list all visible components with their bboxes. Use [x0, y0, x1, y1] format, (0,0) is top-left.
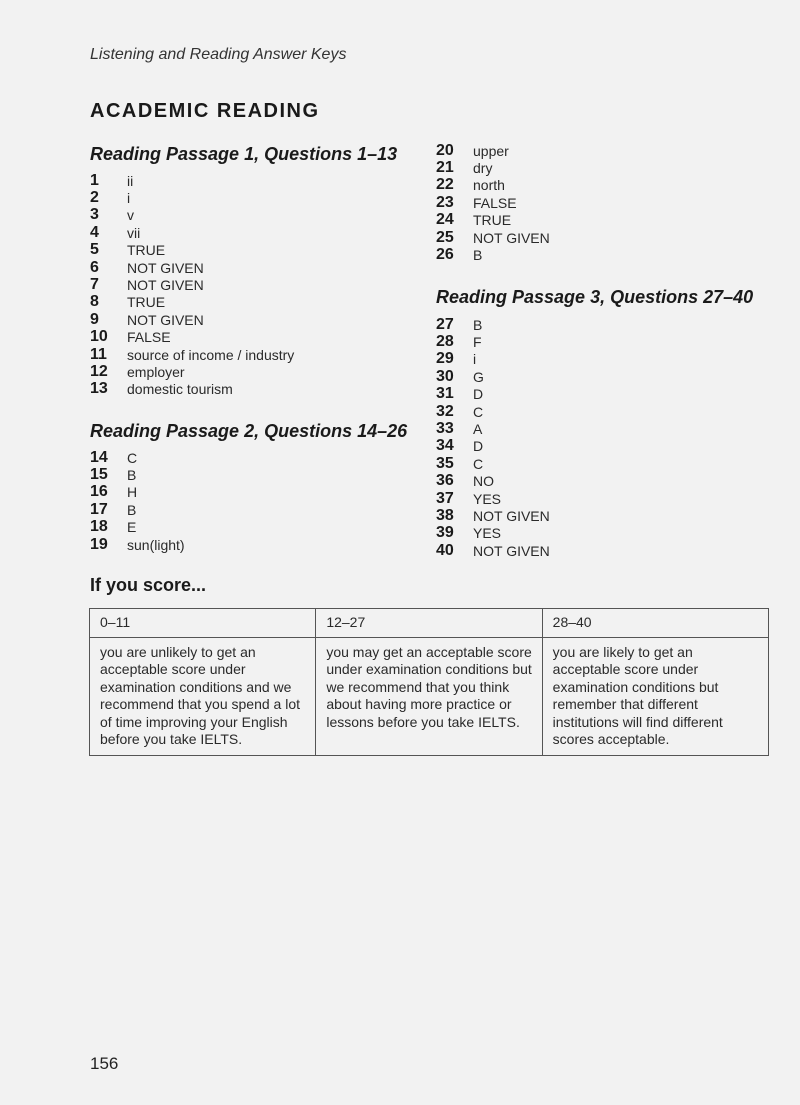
score-advice-cell: you are unlikely to get an acceptable score under examination conditions and we recommend that you spend a lot of time improving your English before you take IELTS. — [90, 637, 316, 755]
question-number: 12 — [90, 363, 108, 380]
score-range-cell: 0–11 — [90, 609, 316, 638]
answer-value: NO — [473, 473, 494, 490]
answer-value: i — [473, 351, 477, 368]
question-number: 38 — [436, 507, 454, 524]
question-number: 14 — [90, 448, 108, 466]
question-number: 25 — [436, 228, 454, 246]
answer-value: vii — [127, 224, 141, 241]
answer-value: E — [127, 519, 137, 536]
answer-value: TRUE — [473, 212, 512, 229]
question-number: 39 — [436, 524, 454, 542]
question-number: 17 — [90, 500, 108, 518]
question-number: 10 — [90, 328, 108, 346]
page-number: 156 — [90, 1054, 119, 1073]
answer-value: C — [127, 449, 138, 466]
answer-row — [436, 542, 550, 559]
answer-row — [436, 368, 550, 385]
answer-row — [90, 449, 185, 466]
answer-row — [436, 333, 550, 350]
answer-row — [90, 311, 294, 328]
answer-row — [436, 159, 550, 176]
answer-row — [90, 484, 185, 501]
question-number: 28 — [436, 333, 454, 351]
answer-value: B — [473, 316, 483, 333]
answer-value: north — [473, 177, 505, 194]
answer-row — [90, 294, 294, 311]
answer-value: v — [127, 207, 134, 224]
answer-value: employer — [127, 363, 185, 380]
passage3-answer-list — [436, 316, 550, 559]
answer-row — [436, 229, 550, 246]
answer-row — [90, 207, 294, 224]
answer-row — [90, 519, 185, 536]
answer-value: domestic tourism — [127, 381, 233, 398]
score-range-cell: 28–40 — [542, 609, 768, 638]
answer-value: C — [473, 455, 484, 472]
question-number: 19 — [90, 535, 108, 553]
question-number: 35 — [436, 454, 454, 472]
answer-value: YES — [473, 525, 502, 542]
answer-row — [90, 536, 185, 553]
question-number: 21 — [436, 159, 454, 177]
answer-row — [90, 189, 294, 206]
answer-row — [436, 490, 550, 507]
question-number: 6 — [90, 258, 99, 276]
answer-row — [436, 246, 550, 263]
question-number: 29 — [436, 350, 454, 368]
score-advice-cell: you may get an acceptable score under examination conditions but we recommend that you think about having more practice or lessons before you take IELTS. — [316, 637, 542, 755]
answer-row — [90, 501, 185, 518]
answer-row — [90, 242, 294, 259]
question-number: 15 — [90, 466, 108, 484]
section-title: ACADEMIC READING — [90, 100, 320, 122]
answer-row — [436, 386, 550, 403]
answer-value: TRUE — [127, 242, 166, 259]
answer-value: A — [473, 421, 483, 438]
answer-row — [436, 212, 550, 229]
question-number: 27 — [436, 315, 454, 333]
question-number: 16 — [90, 483, 108, 501]
passage3-heading: Reading Passage 3, Questions 27–40 — [436, 287, 754, 307]
answer-row — [436, 507, 550, 524]
question-number: 23 — [436, 193, 454, 211]
answer-value: B — [473, 247, 483, 264]
question-number: 3 — [90, 206, 99, 224]
score-table-header-row — [90, 609, 769, 638]
answer-value: NOT GIVEN — [127, 277, 204, 294]
question-number: 36 — [436, 472, 454, 490]
answer-row — [90, 363, 294, 380]
answer-value: G — [473, 368, 484, 385]
answer-row — [436, 525, 550, 542]
answer-value: FALSE — [127, 329, 171, 346]
answer-row — [90, 172, 294, 189]
question-number: 7 — [90, 276, 99, 294]
question-number: 31 — [436, 385, 454, 403]
answer-value: NOT GIVEN — [473, 507, 550, 524]
passage1-heading: Reading Passage 1, Questions 1–13 — [90, 144, 398, 164]
question-number: 40 — [436, 541, 454, 559]
question-number: 32 — [436, 402, 454, 420]
question-number: 5 — [90, 241, 99, 259]
answer-value: YES — [473, 490, 502, 507]
answer-row — [436, 438, 550, 455]
answer-value: D — [473, 438, 484, 455]
answer-row — [90, 276, 294, 293]
question-number: 37 — [436, 489, 454, 507]
answer-row — [90, 381, 294, 398]
answer-value: B — [127, 467, 137, 484]
question-number: 30 — [436, 367, 454, 385]
question-number: 11 — [90, 345, 107, 363]
question-number: 13 — [90, 380, 108, 398]
answer-value: H — [127, 484, 138, 501]
answer-value: upper — [473, 142, 509, 159]
running-head: Listening and Reading Answer Keys — [90, 46, 347, 63]
answer-value: ii — [127, 172, 134, 189]
answer-value: NOT GIVEN — [127, 311, 204, 328]
answer-row — [436, 403, 550, 420]
question-number: 34 — [436, 437, 454, 455]
passage1-answer-list — [90, 172, 294, 398]
score-table-body-row — [90, 637, 769, 755]
answer-value: TRUE — [127, 294, 166, 311]
question-number: 26 — [436, 246, 454, 264]
answer-value: B — [127, 501, 137, 518]
question-number: 22 — [436, 176, 454, 194]
answer-row — [90, 346, 294, 363]
score-advice-cell: you are likely to get an acceptable score under examination conditions but remember that different institutions will find different scores acceptable. — [542, 637, 768, 755]
score-heading: If you score... — [90, 575, 207, 595]
answer-value: NOT GIVEN — [473, 229, 550, 246]
answer-row — [436, 351, 550, 368]
question-number: 4 — [90, 223, 99, 241]
question-number: 24 — [436, 211, 454, 229]
answer-row — [436, 177, 550, 194]
passage2-answer-list-left — [90, 449, 185, 553]
question-number: 9 — [90, 310, 99, 328]
answer-value: D — [473, 386, 484, 403]
score-range-cell: 12–27 — [316, 609, 542, 638]
answer-row — [90, 259, 294, 276]
question-number: 33 — [436, 420, 454, 438]
question-number: 2 — [90, 189, 99, 207]
question-number: 20 — [436, 141, 454, 159]
answer-row — [436, 142, 550, 159]
answer-value: NOT GIVEN — [127, 259, 204, 276]
answer-value: F — [473, 334, 482, 351]
answer-value: i — [127, 190, 131, 207]
answer-row — [436, 420, 550, 437]
answer-row — [436, 316, 550, 333]
answer-row — [436, 473, 550, 490]
question-number: 8 — [90, 293, 99, 311]
passage2-answer-list-right — [436, 142, 550, 264]
answer-row — [436, 194, 550, 211]
answer-value: source of income / industry — [127, 346, 295, 363]
answer-row — [90, 224, 294, 241]
answer-value: FALSE — [473, 194, 517, 211]
question-number: 18 — [90, 518, 108, 536]
answer-value: NOT GIVEN — [473, 542, 550, 559]
answer-row — [436, 455, 550, 472]
answer-row — [90, 466, 185, 483]
answer-value: dry — [473, 160, 493, 177]
answer-value: C — [473, 403, 484, 420]
answer-value: sun(light) — [127, 536, 185, 553]
passage2-heading: Reading Passage 2, Questions 14–26 — [90, 421, 408, 441]
answer-row — [90, 329, 294, 346]
question-number: 1 — [90, 171, 99, 189]
score-table — [89, 608, 769, 756]
